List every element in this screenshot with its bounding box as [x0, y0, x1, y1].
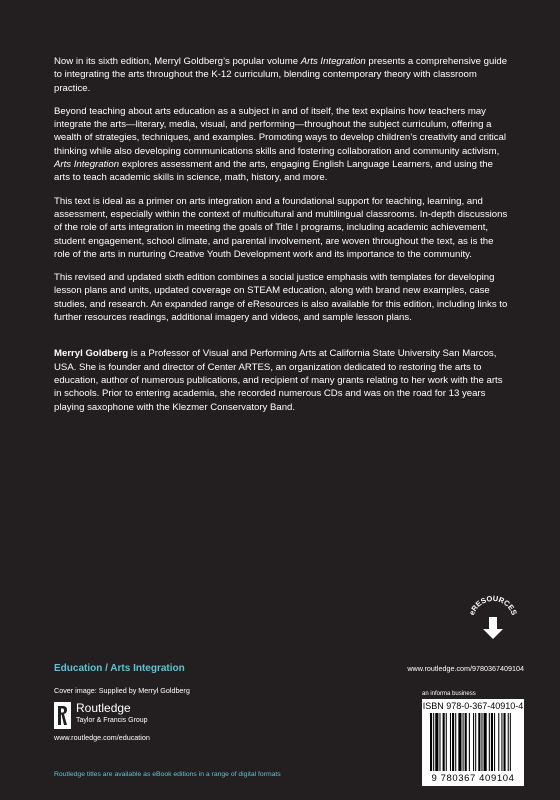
ebook-note: Routledge titles are available as eBook editions in a range of digital formats — [54, 771, 281, 778]
barcode-bar — [498, 713, 499, 771]
barcode-bar — [508, 713, 509, 771]
isbn-barcode — [422, 699, 524, 786]
book-title-italic: Arts Integration — [300, 56, 366, 67]
svg-text:eRESOURCES — [467, 594, 519, 617]
barcode-bar — [475, 713, 476, 771]
routledge-logo-icon — [54, 702, 71, 729]
paragraph-intro — [54, 55, 510, 95]
barcode-bar — [465, 713, 467, 771]
barcode-bar — [491, 713, 493, 771]
paragraph-integration — [54, 105, 510, 185]
barcode-bar — [455, 713, 456, 771]
barcode-bar — [452, 713, 454, 771]
publisher-subtitle: Taylor & Francis Group — [76, 717, 148, 724]
paragraph-revised-edition: This revised and updated sixth edition combines a social justice emphasis with templates for developing lesson plans and units, updated coverage on STEAM education, along with brand new examples, case studies, and research. An expanded range of eResources is also available for this edition, including links to further resources readings, additional imagery and videos, and sample lesson plans. — [54, 272, 508, 324]
barcode-bar — [469, 713, 470, 771]
eresources-logo — [467, 593, 519, 651]
category-label: Education / Arts Integration — [54, 663, 185, 674]
publisher-url: www.routledge.com/education — [54, 733, 150, 742]
barcode-bar — [473, 713, 474, 771]
barcode-bar — [430, 713, 432, 771]
publisher-name: Routledge — [76, 701, 131, 715]
author-bio — [54, 347, 510, 413]
isbn-text: ISBN 978-0-367-40910-4 — [422, 701, 524, 711]
barcode-bar — [494, 713, 495, 771]
barcode-bar — [450, 713, 451, 771]
eresources-icon — [467, 593, 519, 651]
barcode-bar — [458, 713, 461, 771]
back-cover-text — [54, 55, 510, 424]
cover-credit: Cover image: Supplied by Merryl Goldberg — [54, 686, 190, 695]
author-name: Merryl Goldberg — [54, 348, 129, 360]
barcode-bar — [504, 713, 506, 771]
informa-tagline: an informa business — [422, 691, 476, 697]
text-span: presents a comprehensive guide to integrating the arts throughout the K-12 curriculum, blending contemporary theory with classroom practice. — [54, 56, 508, 94]
barcode-bars — [422, 713, 524, 773]
barcode-bar — [443, 713, 445, 771]
barcode-bar — [463, 713, 464, 771]
barcode-bar — [510, 713, 511, 771]
text-span: Now in its sixth edition, Merryl Goldberg’s popular volume — [54, 56, 301, 67]
text-span: explores assessment and the arts, engaging English Language Learners, and using the arts to teach academic skills in science, math, history, and more. — [54, 159, 493, 184]
book-url: www.routledge.com/9780367409104 — [407, 664, 524, 673]
paragraph-primer: This text is ideal as a primer on arts integration and a foundational support for teaching, learning, and assessment, especially within the context of multicultural and multilingual classrooms. In-depth discussions of the role of arts integration in meeting the goals of Title I programs, including academic achievement, student engagement, school climate, and parental involvement, are woven throughout the text, as is the role of the arts in nurturing Creative Youth Development work and its importance to the community. — [54, 195, 508, 260]
text-span: is a Professor of Visual and Performing Arts at California State University San Marcos, USA. She is founder and director of Center ARTES, an organization dedicated to restoring the arts to education, author of numerous publications, and recipient of many grants relating to her work with the arts in schools. Prior to entering academia, she recorded numerous CDs and was on the road for 13 years playing saxophone with the Klezmer Conservatory Band. — [54, 348, 503, 413]
barcode-bar — [484, 713, 487, 771]
book-title-italic: Arts Integration — [54, 159, 120, 171]
barcode-bar — [435, 713, 438, 771]
eresources-label: eRESOURCES — [467, 593, 519, 617]
barcode-bar — [481, 713, 482, 771]
barcode-bar — [501, 713, 502, 771]
barcode-bar — [489, 713, 490, 771]
barcode-bar — [433, 713, 434, 771]
text-span: Beyond teaching about arts education as a subject in and of itself, the text explains how teachers may integrate the arts—literary, media, visual, and performing—throughout the subject curriculum, offering a wealth of strategies, techniques, and examples. Promoting ways to develop children’s creativity and critical thinking while also developing communications skills and fostering collaboration and community activism, — [54, 105, 507, 157]
barcode-bar — [439, 713, 440, 771]
barcode-bar — [446, 713, 447, 771]
barcode-bar — [478, 713, 480, 771]
barcode-digits: 9 780367 409104 — [431, 773, 515, 784]
